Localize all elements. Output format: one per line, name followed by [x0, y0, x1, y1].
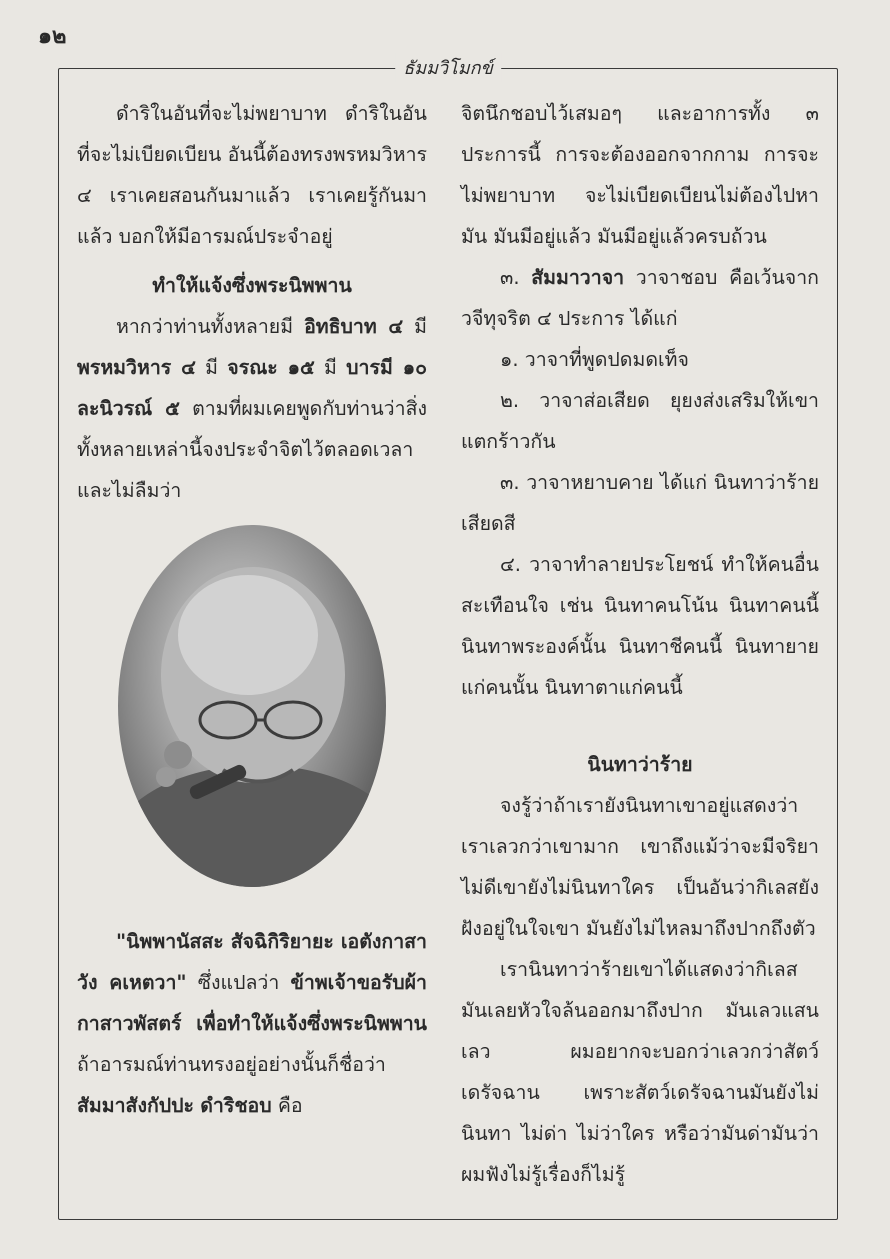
page-number: ๑๒: [38, 24, 67, 49]
left-column: [77, 93, 427, 1126]
section-heading-slander: นินทาว่าร้าย: [587, 753, 693, 776]
running-title: ธัมมวิโมกข์: [395, 53, 501, 82]
monk-portrait-photo: [118, 525, 386, 887]
page-frame: [58, 58, 838, 1220]
list-item-2: ๒. วาจาส่อเสียด ยุยงส่งเสริมให้เขาแตกร้าวกัน: [461, 389, 819, 453]
left-paragraph-2: หากว่าท่านทั้งหลายมี อิทธิบาท ๔ มี พรหมวิหาร ๔ มี จรณะ ๑๕ มี บารมี ๑๐ ละนิวรณ์ ๕ ตามที่ผมเคยพูดกับท่านว่าสิ่งทั้งหลายเหล่านี้จงประจำจิตไว้ตลอดเวลา และไม่ลืมว่า: [77, 315, 427, 502]
right-paragraph-4: เรานินทาว่าร้ายเขาได้แสดงว่ากิเลสมันเลยหัวใจล้นออกมาถึงปาก มันเลวแสนเลว ผมอยากจะบอกว่าเลวกว่าสัตว์เดรัจฉาน เพราะสัตว์เดรัจฉานมันยังไม่นินทา ไม่ด่า ไม่ว่าใคร หรือว่ามันด่ามันว่าผมฟังไม่รู้เรื่องก็ไม่รู้: [461, 958, 819, 1186]
right-paragraph-1: จิตนึกชอบไว้เสมอๆ และอาการทั้ง ๓ ประการนี้ การจะต้องออกจากกาม การจะไม่พยาบาท จะไม่เบียดเบียนไม่ต้องไปหามัน มันมีอยู่แล้ว มันมีอยู่แล้วครบถ้วน: [461, 102, 819, 248]
list-item-1: ๑. วาจาที่พูดปดมดเท็จ: [500, 348, 689, 371]
list-item-3: ๓. วาจาหยาบคาย ได้แก่ นินทาว่าร้าย เสียดสี: [461, 471, 819, 535]
right-paragraph-2: ๓. สัมมาวาจา วาจาชอบ คือเว้นจากวจีทุจริต ๔ ประการ ได้แก่: [461, 266, 819, 330]
right-paragraph-3: จงรู้ว่าถ้าเรายังนินทาเขาอยู่แสดงว่าเราเลวกว่าเขามาก เขาถึงแม้ว่าจะมีจริยาไม่ดีเขายังไม่นินทาใคร เป็นอันว่ากิเลสยังฝังอยู่ในใจเขา มันยังไม่ไหลมาถึงปากถึงตัว: [461, 794, 819, 940]
right-column: [461, 93, 819, 1195]
list-item-4: ๔. วาจาทำลายประโยชน์ ทำให้คนอื่นสะเทือนใจ เช่น นินทาคนโน้น นินทาคนนี้ นินทาพระองค์นั้น นินทาชีคนนี้ นินทายายแก่คนนั้น นินทาตาแก่คนนี้: [461, 553, 819, 699]
section-heading-nibbana: ทำให้แจ้งซึ่งพระนิพพาน: [152, 274, 352, 297]
left-paragraph-3: "นิพพานัสสะ สัจฉิกิริยายะ เอตังกาสาวัง คเหตวา" ซึ่งแปลว่า ข้าพเจ้าขอรับผ้ากาสาวพัสตร์ เพื่อทำให้แจ้งซึ่งพระนิพพาน ถ้าอารมณ์ท่านทรงอยู่อย่างนั้นก็ชื่อว่า สัมมาสังกัปปะ ดำริชอบ คือ: [77, 930, 427, 1117]
left-paragraph-1: ดำริในอันที่จะไม่พยาบาท ดำริในอันที่จะไม่เบียดเบียน อันนี้ต้องทรงพรหมวิหาร ๔ เราเคยสอนกันมาแล้ว เราเคยรู้กันมาแล้ว บอกให้มีอารมณ์ประจำอยู่: [77, 102, 427, 248]
